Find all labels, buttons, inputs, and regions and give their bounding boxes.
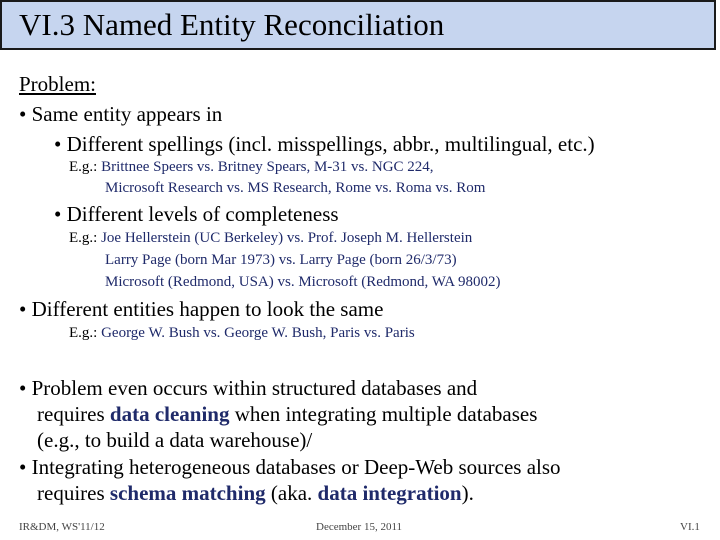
footer-page-number: VI.1 — [680, 521, 700, 533]
example-prefix: E.g.: — [69, 159, 102, 175]
structured-line-2 — [37, 402, 537, 427]
example-spellings-line-1 — [69, 159, 434, 176]
example-prefix: E.g.: — [69, 230, 102, 246]
example-text: George W. Bush vs. George W. Bush, Paris vs. Paris — [101, 325, 415, 341]
text-fragment: requires — [37, 481, 110, 505]
structured-line-3: (e.g., to build a data warehouse)/ — [37, 428, 313, 452]
example-completeness-line-1 — [69, 230, 472, 247]
term-data-integration: data integration — [317, 481, 462, 505]
example-spellings-line-2: Microsoft Research vs. MS Research, Rome vs. Roma vs. Rom — [105, 180, 486, 196]
example-completeness-line-3: Microsoft (Redmond, USA) vs. Microsoft (Redmond, WA 98002) — [105, 274, 501, 290]
bullet-structured-databases: • Problem even occurs within structured databases and — [19, 376, 478, 400]
example-prefix: E.g.: — [69, 325, 102, 341]
integrating-line-2 — [37, 481, 474, 506]
example-text: Joe Hellerstein (UC Berkeley) vs. Prof. Joseph M. Hellerstein — [101, 230, 473, 246]
bullet-different-spellings: • Different spellings (incl. misspellings, abbr., multilingual, etc.) — [54, 132, 595, 156]
example-text: Brittnee Speers vs. Britney Spears, M-31 vs. NGC 224, — [101, 159, 434, 175]
problem-label: Problem: — [19, 72, 96, 96]
text-fragment: (aka. — [265, 481, 318, 505]
text-fragment: when integrating multiple databases — [229, 402, 538, 426]
slide-title: VI.3 Named Entity Reconciliation — [19, 7, 445, 42]
bullet-completeness: • Different levels of completeness — [54, 202, 339, 226]
bullet-same-entity: • Same entity appears in — [19, 102, 223, 126]
footer-course: IR&DM, WS'11/12 — [19, 521, 105, 533]
term-schema-matching: schema matching — [109, 481, 266, 505]
term-data-cleaning: data cleaning — [109, 402, 230, 426]
example-entities-line-1 — [69, 325, 415, 342]
slide-title-bar — [0, 0, 716, 50]
footer-date: December 15, 2011 — [316, 521, 403, 533]
example-completeness-line-2: Larry Page (born Mar 1973) vs. Larry Page (born 26/3/73) — [105, 252, 457, 268]
text-fragment: ). — [461, 481, 474, 505]
text-fragment: requires — [37, 402, 110, 426]
bullet-integrating: • Integrating heterogeneous databases or Deep-Web sources also — [19, 455, 561, 479]
bullet-different-entities: • Different entities happen to look the same — [19, 297, 384, 321]
